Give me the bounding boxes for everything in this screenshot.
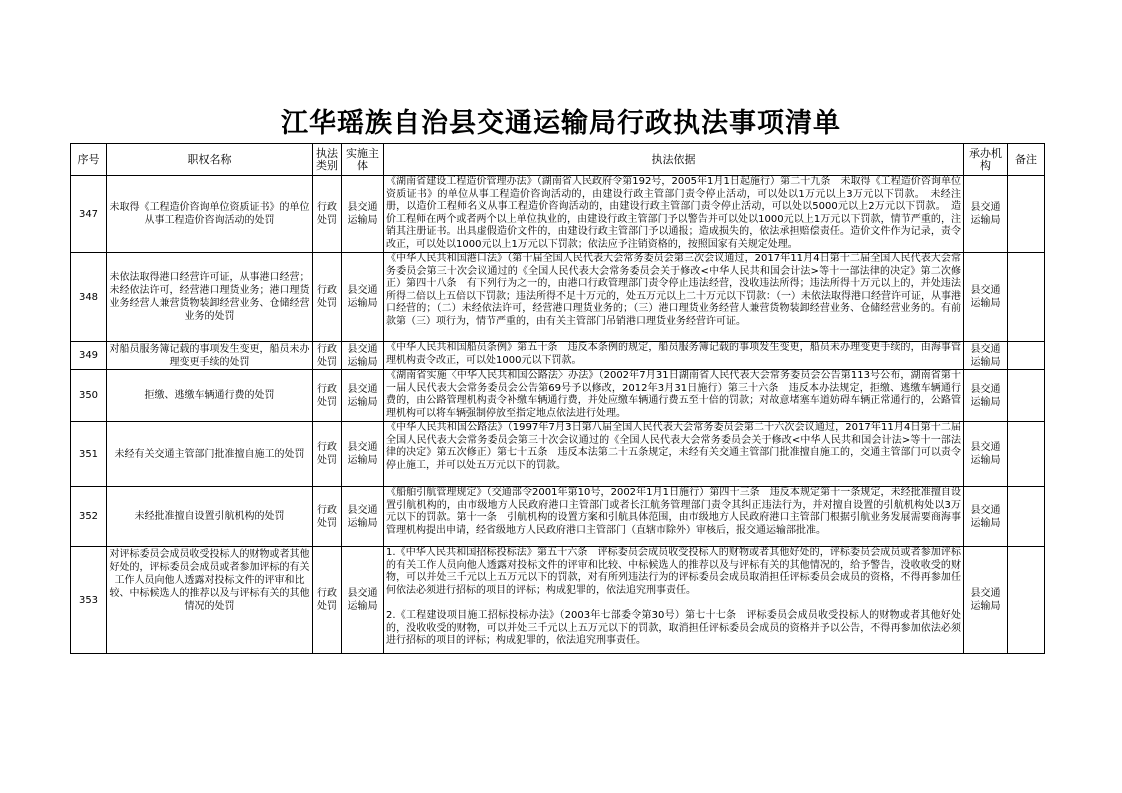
row-subject: 县交通运输局 — [342, 422, 384, 487]
header-no: 序号 — [71, 144, 107, 176]
row-basis: 《船舶引航管理规定》（交通部令2001年第10号，2002年1月1日施行）第四十三条 违反本规定第十一条规定，未经批准擅自设置引航机构的，由市级地方人民政府港口主管部门或者长江航务管理部门责令其纠正违法行为，并对擅自设置的引航机构处以3万元以下的罚款。第十一条 引航机构的设置方案和引航具体范围，由市级地方人民政府港口主管部门根据引航业务发展需要商海事管理机构提出申请，经省级地方人民政府港口主管部门（直辖市除外）审核后，报交通运输部批准。 — [386, 487, 961, 536]
table-row — [71, 342, 1045, 370]
row-office: 县交通运输局 — [964, 370, 1008, 422]
row-name: 未经有关交通主管部门批准擅自施工的处罚 — [107, 422, 313, 487]
row-name: 拒缴、逃缴车辆通行费的处罚 — [107, 370, 313, 422]
row-subject: 县交通运输局 — [342, 176, 384, 253]
row-subject: 县交通运输局 — [342, 253, 384, 342]
row-basis: 《湖南省实施〈中华人民共和国公路法〉办法》（2002年7月31日湖南省人民代表大会常务委员会公告第113号公布，湖南省第十一届人民代表大会常务委员会公告第69号予以修改，2012年3月31日施行）第三十六条 违反本办法规定，拒缴、逃缴车辆通行费的，由公路管理机构责令补缴车辆通行费，并处应缴车辆通行费五至十倍的罚款；对故意堵塞车道妨碍车辆正常通行的，公路管理机构可以将车辆强制停放至指定地点依法进行处理。 — [386, 370, 961, 419]
table-row — [71, 487, 1045, 547]
row-no: 347 — [71, 176, 107, 253]
row-name: 对评标委员会成员收受投标人的财物或者其他好处的，评标委员会成员或者参加评标的有关工作人员向他人透露对投标文件的评审和比较、中标候选人的推荐以及与评标有关的其他情况的处罚 — [109, 549, 310, 612]
header-basis: 执法依据 — [384, 144, 964, 176]
row-subject: 县交通运输局 — [342, 370, 384, 422]
row-remark — [1008, 422, 1045, 487]
table-row — [71, 547, 1045, 654]
header-category: 执法类别 — [313, 144, 342, 176]
header-office: 承办机构 — [964, 144, 1008, 176]
row-remark — [1008, 342, 1045, 370]
row-basis: 《中华人民共和国公路法》（1997年7月3日第八届全国人民代表大会常务委员会第二十六次会议通过，2017年11月4日第十二届全国人民代表大会常务委员会第三十次会议通过的《全国人民代表大会常务委员会关于修改<中华人民共和国会计法>等十一部法律的决定》第五次修正）第七十五条 违反本法第二十五条规定，未经有关交通主管部门批准擅自施工的，交通主管部门可以责令停止施工，并可以处五万元以下的罚款。 — [386, 422, 961, 471]
header-name: 职权名称 — [107, 144, 313, 176]
row-remark — [1008, 547, 1045, 654]
row-office: 县交通运输局 — [964, 253, 1008, 342]
header-subject: 实施主体 — [342, 144, 384, 176]
row-office: 县交通运输局 — [964, 422, 1008, 487]
row-basis: 《中华人民共和国船员条例》第五十条 违反本条例的规定，船员服务簿记载的事项发生变更，船员未办理变更手续的，由海事管理机构责令改正，可以处1000元以下罚款。 — [386, 342, 961, 366]
row-basis-cell — [384, 253, 964, 342]
row-office: 县交通运输局 — [964, 342, 1008, 370]
row-basis-cell — [384, 547, 964, 654]
row-office: 县交通运输局 — [964, 176, 1008, 253]
row-basis: 《湖南省建设工程造价管理办法》（湖南省人民政府令第192号，2005年1月1日起施行）第二十九条 未取得《工程造价咨询单位资质证书》的单位从事工程造价咨询活动的，由建设行政主管部门责令停止活动，可以处以1万元以上3万元以下罚款。 未经注册，以造价工程师名义从事工程造价咨询活动的，由建设行政主管部门责令停止活动，可以处以5000元以上2万元以下罚款。 造价工程师在两个或者两个以上单位执业的，由建设行政主管部门予以警告并可以处以1000元以上1万元以下罚款，情节严重的，注销其注册证书。出具虚假造价文件的，由建设行政主管部门予以通报；造成损失的，依法承担赔偿责任。造价文件作为记录，责令改正，可以处以1000元以上1万元以下罚款；依法应予注销资格的，按照国家有关规定处理。 — [386, 176, 961, 250]
row-no: 353 — [71, 547, 107, 654]
row-name: 对船员服务簿记载的事项发生变更，船员未办理变更手续的处罚 — [107, 342, 313, 370]
row-no: 348 — [71, 253, 107, 342]
row-category: 行政处罚 — [313, 487, 342, 547]
row-basis-cell — [384, 422, 964, 487]
row-category: 行政处罚 — [313, 176, 342, 253]
header-row — [71, 144, 1045, 176]
row-basis: 《中华人民共和国港口法》（第十届全国人民代表大会常务委员会第三次会议通过，2017年11月4日第十二届全国人民代表大会常务委员会第三十次会议通过的《全国人民代表大会常务委员会关于修改<中华人民共和国会计法>等十一部法律的决定》第二次修正）第四十八条 有下列行为之一的，由港口行政管理部门责令停止违法经营，没收违法所得；违法所得十万元以上的，并处违法所得二倍以上五倍以下罚款；违法所得不足十万元的，处五万元以上二十万元以下罚款：（一）未依法取得港口经营许可证，从事港口经营的；（二）未经依法许可，经营港口理货业务的；（三）港口理货业务经营人兼营货物装卸经营业务、仓储经营业务的。有前款第（三）项行为，情节严重的，由有关主管部门吊销港口理货业务经营许可证。 — [386, 253, 961, 327]
row-category: 行政处罚 — [313, 547, 342, 654]
header-remark: 备注 — [1008, 144, 1045, 176]
row-no: 352 — [71, 487, 107, 547]
table-row — [71, 253, 1045, 342]
table-row — [71, 370, 1045, 422]
row-basis-cell — [384, 487, 964, 547]
row-name: 未依法取得港口经营许可证，从事港口经营；未经依法许可，经营港口理货业务；港口理货业务经营人兼营货物装卸经营业务、仓储经营业务的处罚 — [107, 253, 313, 342]
row-no: 350 — [71, 370, 107, 422]
row-basis-cell — [384, 342, 964, 370]
row-basis-item-2: 2.《工程建设项目施工招标投标办法》（2003年七部委令第30号）第七十七条 评标委员会成员收受投标人的财物或者其他好处的，没收收受的财物，可以并处三千元以上五万元以下的罚款，取消担任评标委员会成员的资格并予以公告，不得再参加依法必须进行招标的项目的评标；构成犯罪的，依法追究刑事责任。 — [386, 610, 961, 647]
table-row — [71, 176, 1045, 253]
row-basis-cell — [384, 176, 964, 253]
row-office: 县交通运输局 — [964, 547, 1008, 654]
row-subject: 县交通运输局 — [342, 487, 384, 547]
row-remark — [1008, 370, 1045, 422]
table-row — [71, 422, 1045, 487]
row-remark — [1008, 487, 1045, 547]
row-office: 县交通运输局 — [964, 487, 1008, 547]
row-category: 行政处罚 — [313, 370, 342, 422]
row-name-cell — [107, 547, 313, 654]
row-category: 行政处罚 — [313, 253, 342, 342]
row-basis-item-1: 1.《中华人民共和国招标投标法》第五十六条 评标委员会成员收受投标人的财物或者其他好处的，评标委员会成员或者参加评标的有关工作人员向他人透露对投标文件的评审和比较、中标候选人的推荐以及与评标有关的其他情况的，给予警告，没收收受的财物，可以并处三千元以上五万元以下的罚款，对有所列违法行为的评标委员会成员取消担任评标委员会成员的资格，不得再参加任何依法必须进行招标的项目的评标；构成犯罪的，依法追究刑事责任。 — [386, 547, 961, 596]
row-remark — [1008, 253, 1045, 342]
page-title: 江华瑶族自治县交通运输局行政执法事项清单 — [281, 108, 841, 139]
enforcement-table — [70, 143, 1045, 654]
row-remark — [1008, 176, 1045, 253]
row-no: 349 — [71, 342, 107, 370]
row-name: 未取得《工程造价咨询单位资质证书》的单位从事工程造价咨询活动的处罚 — [107, 176, 313, 253]
row-basis-cell — [384, 370, 964, 422]
row-no: 351 — [71, 422, 107, 487]
row-category: 行政处罚 — [313, 342, 342, 370]
row-subject: 县交通运输局 — [342, 342, 384, 370]
row-name: 未经批准擅自设置引航机构的处罚 — [107, 487, 313, 547]
row-basis-wrap — [386, 547, 961, 653]
row-subject: 县交通运输局 — [342, 547, 384, 654]
row-category: 行政处罚 — [313, 422, 342, 487]
